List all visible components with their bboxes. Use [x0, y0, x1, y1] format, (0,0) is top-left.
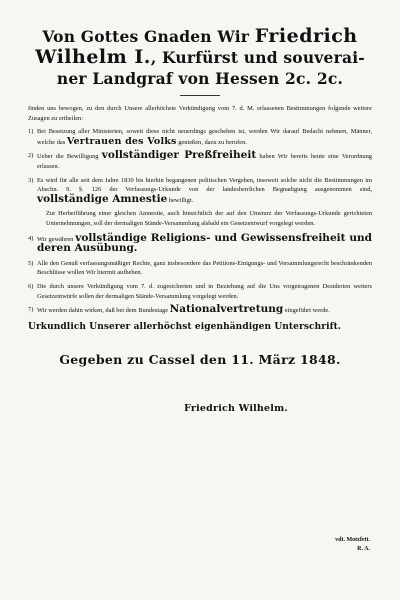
list-item [28, 231, 372, 255]
list-item [28, 127, 372, 147]
item-number: 3) [28, 176, 34, 184]
decree-line: Urkundlich Unserer allerhöchst eigenhändigen Unterschrift. [28, 321, 342, 332]
item-number: 5) [28, 259, 34, 267]
item-text [37, 151, 372, 171]
item-emphasis: Nationalvertretung [169, 303, 284, 316]
list-item [28, 151, 372, 171]
intro-paragraph: finden uns bewogen, zu den durch Unsere allerhöchste Verkündigung vom 7. d. M. erlassenen Bestimmungen folgende weitere Zusagen zu ertheilen: [28, 105, 372, 122]
item-number: 1) [28, 128, 34, 136]
list-item [28, 259, 372, 278]
list-item [28, 305, 372, 316]
list-item [28, 282, 372, 301]
item-text [37, 127, 372, 147]
heading-name: Friedrich [254, 25, 358, 47]
heading-text: Von Gottes Gnaden Wir [42, 27, 255, 46]
item-text [37, 231, 372, 255]
heading-text: ner Landgraf von Hessen 2c. 2c. [56, 69, 344, 88]
heading-name: Wilhelm I. [35, 46, 151, 68]
amnesty-note: Zur Herbeiführung einer gleichen Amnestie, auch hinsichtlich der auf den Umsturz der Verfassungs-Urkunde gerichteten Unternehmungen, soll der dermaligen Stände-Versammlung alsbald ein Gesetzentwurf vorgelegt werden. [46, 210, 372, 227]
item-text-pre: Wir werden dahin wirken, daß bei dem Bundestage [37, 307, 170, 315]
heading-line-1 [28, 26, 372, 47]
item-text-pre: Bei Besetzung aller Ministerien, soweit diese nicht neuerdings geschehen ist, werden Wir darauf Bedacht nehmen, Männer, welche das [37, 128, 372, 146]
item-number: 4) [28, 234, 34, 242]
document-heading [28, 26, 372, 89]
heading-line-3 [28, 68, 372, 89]
item-text-post: bewilligt. [167, 196, 194, 204]
item-text-pre: Wir gewähren [37, 235, 76, 243]
item-emphasis: vollständige Amnestie [37, 192, 168, 205]
item-emphasis: vollständige Religions- und Gewissensfreiheit und deren Ausübung. [37, 231, 372, 255]
item-emphasis: Vertrauen des Volks [66, 135, 177, 147]
item-number: 2) [28, 152, 34, 160]
heading-text: , Kurfürst und souverai- [150, 48, 365, 67]
item-text [37, 305, 372, 316]
heading-line-2 [28, 47, 372, 68]
item-emphasis: vollständiger Preßfreiheit [101, 149, 257, 162]
countersignature [335, 536, 370, 554]
item-text: Die durch unsere Verkündigung vom 7. d. zugesicherten und in Beziehung auf die Uns vorgetragenen Desiderien weiters Gesetzentwürfe sollen der dermaligen Stände-Versammlung vorgelegt werden. [37, 282, 372, 300]
item-text: Alle den Genuß verfassungsmäßiger Rechte, ganz insbesondere das Petitions-Einigungs- und Versammlungsrecht beschränkenden Beschlüsse wollen Wir hiermit aufheben. [37, 259, 372, 277]
item-number: 6) [28, 282, 34, 290]
list-item [28, 176, 372, 206]
countersign-initials: R. A. [357, 546, 370, 552]
item-text-post: eingeführt werde. [283, 307, 330, 315]
item-number: 7) [28, 306, 34, 314]
item-text-pre: Es wird für alle seit dem Jahre 1830 bis hierhin begangenen politischen Vergehen, insoweit solche nicht die Bestimmungen im Abschn. 9. §. 126 der Verfassungs-Urkunde von der landesherrlichen Begnadigung ausgenommen sind, [37, 176, 372, 194]
item-text-post: haben Wir bereits heute eine Verordnung erlassen. [37, 153, 373, 170]
item-text-post: genießen, dazu zu berufen. [176, 138, 247, 146]
document-body [28, 104, 372, 316]
divider [180, 95, 220, 96]
signature: Friedrich Wilhelm. [184, 402, 288, 414]
countersign-name: vdt. Motzfett. [335, 537, 370, 543]
item-text-pre: Ueber die Bewilligung [37, 153, 102, 161]
date-place-line: Gegeben zu Cassel den 11. März 1848. [59, 351, 341, 367]
item-text [37, 176, 372, 206]
